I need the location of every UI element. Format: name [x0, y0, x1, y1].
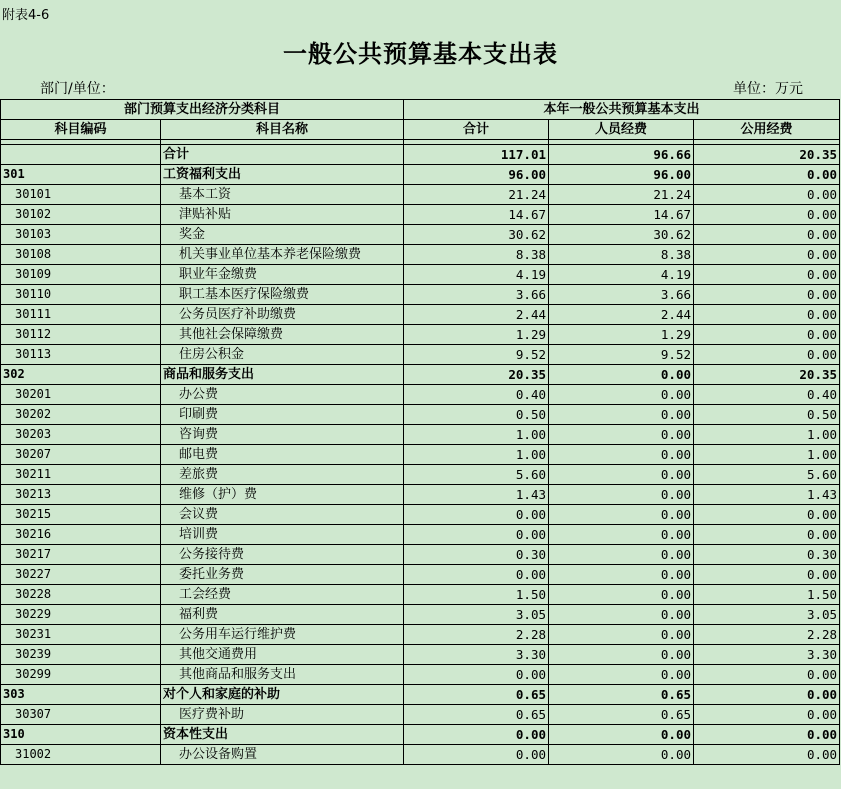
table-row: [1, 385, 840, 405]
cell-total: 0.00: [404, 505, 549, 525]
cell-name: 对个人和家庭的补助: [161, 685, 404, 705]
cell-personnel: 0.00: [549, 385, 694, 405]
department-label: 部门/单位：: [40, 81, 115, 97]
cell-name: 医疗费补助: [161, 705, 404, 725]
cell-total: 0.00: [404, 665, 549, 685]
table-row: [1, 585, 840, 605]
header-public: 公用经费: [694, 120, 840, 140]
cell-personnel: 0.00: [549, 545, 694, 565]
cell-total: 5.60: [404, 465, 549, 485]
cell-personnel: 0.00: [549, 725, 694, 745]
cell-code: 30211: [1, 465, 161, 485]
cell-code: 30203: [1, 425, 161, 445]
cell-public: 0.00: [694, 685, 840, 705]
table-row: [1, 565, 840, 585]
cell-code: 30207: [1, 445, 161, 465]
cell-total: 0.40: [404, 385, 549, 405]
cell-personnel: 0.00: [549, 445, 694, 465]
cell-personnel: 21.24: [549, 185, 694, 205]
table-row: [1, 545, 840, 565]
cell-code: 30101: [1, 185, 161, 205]
cell-public: 3.05: [694, 605, 840, 625]
table-row: [1, 445, 840, 465]
cell-name: 会议费: [161, 505, 404, 525]
cell-code: 30202: [1, 405, 161, 425]
table-row: [1, 505, 840, 525]
cell-public: 3.30: [694, 645, 840, 665]
cell-total: 20.35: [404, 365, 549, 385]
cell-total: 0.65: [404, 705, 549, 725]
cell-name: 资本性支出: [161, 725, 404, 745]
cell-total: 3.66: [404, 285, 549, 305]
cell-personnel: 0.00: [549, 425, 694, 445]
cell-name: 职工基本医疗保险缴费: [161, 285, 404, 305]
cell-name: 职业年金缴费: [161, 265, 404, 285]
cell-code: 303: [1, 685, 161, 705]
cell-name: 印刷费: [161, 405, 404, 425]
cell-public: 1.00: [694, 445, 840, 465]
cell-name: 合计: [161, 145, 404, 165]
cell-public: 0.00: [694, 325, 840, 345]
cell-total: 4.19: [404, 265, 549, 285]
cell-name: 邮电费: [161, 445, 404, 465]
cell-total: 1.29: [404, 325, 549, 345]
cell-code: 301: [1, 165, 161, 185]
cell-total: 1.43: [404, 485, 549, 505]
cell-code: 30239: [1, 645, 161, 665]
cell-code: 30112: [1, 325, 161, 345]
cell-total: 14.67: [404, 205, 549, 225]
cell-public: 2.28: [694, 625, 840, 645]
cell-total: 2.44: [404, 305, 549, 325]
cell-name: 福利费: [161, 605, 404, 625]
cell-total: 0.30: [404, 545, 549, 565]
cell-public: 0.00: [694, 205, 840, 225]
table-row: [1, 345, 840, 365]
page-title: 一般公共预算基本支出表: [283, 39, 558, 68]
header-code: 科目编码: [1, 120, 161, 140]
cell-total: 0.00: [404, 725, 549, 745]
cell-name: 咨询费: [161, 425, 404, 445]
cell-code: 30103: [1, 225, 161, 245]
header-personnel: 人员经费: [549, 120, 694, 140]
cell-public: 0.00: [694, 345, 840, 365]
cell-public: 20.35: [694, 365, 840, 385]
cell-total: 1.00: [404, 425, 549, 445]
cell-name: 委托业务费: [161, 565, 404, 585]
cell-code: [1, 145, 161, 165]
table-row: [1, 405, 840, 425]
cell-name: 其他社会保障缴费: [161, 325, 404, 345]
table-row: [1, 425, 840, 445]
table-row: [1, 305, 840, 325]
category-row: [1, 165, 840, 185]
cell-total: 30.62: [404, 225, 549, 245]
cell-personnel: 1.29: [549, 325, 694, 345]
cell-public: 1.50: [694, 585, 840, 605]
category-row: [1, 365, 840, 385]
cell-personnel: 0.00: [549, 465, 694, 485]
cell-personnel: 0.00: [549, 365, 694, 385]
total-row: [1, 145, 840, 165]
cell-name: 办公费: [161, 385, 404, 405]
budget-table: [0, 99, 840, 765]
table-row: [1, 745, 840, 765]
cell-code: 30227: [1, 565, 161, 585]
header-name: 科目名称: [161, 120, 404, 140]
cell-personnel: 0.00: [549, 565, 694, 585]
table-row: [1, 645, 840, 665]
cell-public: 1.00: [694, 425, 840, 445]
cell-public: 5.60: [694, 465, 840, 485]
cell-total: 21.24: [404, 185, 549, 205]
table-row: [1, 525, 840, 545]
unit-label: 单位：万元: [733, 81, 803, 97]
table-row: [1, 185, 840, 205]
cell-total: 0.65: [404, 685, 549, 705]
cell-public: 0.00: [694, 225, 840, 245]
cell-total: 3.30: [404, 645, 549, 665]
table-row: [1, 285, 840, 305]
cell-name: 住房公积金: [161, 345, 404, 365]
cell-code: 30111: [1, 305, 161, 325]
cell-public: 0.00: [694, 265, 840, 285]
cell-public: 0.00: [694, 725, 840, 745]
cell-public: 20.35: [694, 145, 840, 165]
header-economic-classification: 部门预算支出经济分类科目: [1, 100, 404, 120]
cell-public: 0.00: [694, 185, 840, 205]
cell-public: 1.43: [694, 485, 840, 505]
table-row: [1, 245, 840, 265]
table-row: [1, 625, 840, 645]
cell-personnel: 0.00: [549, 745, 694, 765]
cell-name: 津贴补贴: [161, 205, 404, 225]
cell-personnel: 14.67: [549, 205, 694, 225]
cell-code: 30113: [1, 345, 161, 365]
cell-total: 0.00: [404, 565, 549, 585]
cell-total: 0.00: [404, 525, 549, 545]
cell-personnel: 0.00: [549, 505, 694, 525]
cell-code: 310: [1, 725, 161, 745]
table-row: [1, 465, 840, 485]
cell-personnel: 0.00: [549, 625, 694, 645]
cell-code: 30109: [1, 265, 161, 285]
cell-code: 30217: [1, 545, 161, 565]
cell-public: 0.00: [694, 305, 840, 325]
cell-code: 30231: [1, 625, 161, 645]
cell-personnel: 9.52: [549, 345, 694, 365]
annex-label: 附表4-6: [2, 8, 50, 23]
header-total: 合计: [404, 120, 549, 140]
table-row: [1, 705, 840, 725]
cell-code: 31002: [1, 745, 161, 765]
cell-public: 0.40: [694, 385, 840, 405]
category-row: [1, 725, 840, 745]
cell-name: 其他交通费用: [161, 645, 404, 665]
cell-personnel: 0.65: [549, 705, 694, 725]
table-row: [1, 205, 840, 225]
cell-public: 0.30: [694, 545, 840, 565]
cell-personnel: 30.62: [549, 225, 694, 245]
cell-personnel: 8.38: [549, 245, 694, 265]
cell-code: 30102: [1, 205, 161, 225]
table-row: [1, 265, 840, 285]
cell-personnel: 0.00: [549, 585, 694, 605]
cell-code: 30201: [1, 385, 161, 405]
cell-name: 机关事业单位基本养老保险缴费: [161, 245, 404, 265]
cell-name: 商品和服务支出: [161, 365, 404, 385]
table-row: [1, 325, 840, 345]
cell-personnel: 0.00: [549, 485, 694, 505]
cell-total: 0.00: [404, 745, 549, 765]
cell-personnel: 3.66: [549, 285, 694, 305]
cell-total: 0.50: [404, 405, 549, 425]
cell-total: 96.00: [404, 165, 549, 185]
cell-public: 0.00: [694, 745, 840, 765]
category-row: [1, 685, 840, 705]
cell-code: 30215: [1, 505, 161, 525]
cell-public: 0.00: [694, 245, 840, 265]
cell-public: 0.00: [694, 165, 840, 185]
cell-code: 30216: [1, 525, 161, 545]
cell-total: 117.01: [404, 145, 549, 165]
cell-personnel: 0.00: [549, 405, 694, 425]
cell-personnel: 0.00: [549, 645, 694, 665]
cell-personnel: 0.00: [549, 605, 694, 625]
cell-name: 奖金: [161, 225, 404, 245]
cell-code: 30307: [1, 705, 161, 725]
cell-total: 3.05: [404, 605, 549, 625]
cell-name: 其他商品和服务支出: [161, 665, 404, 685]
cell-public: 0.00: [694, 665, 840, 685]
cell-personnel: 96.00: [549, 165, 694, 185]
cell-code: 30299: [1, 665, 161, 685]
header-group-row: [1, 100, 840, 120]
cell-name: 办公设备购置: [161, 745, 404, 765]
cell-name: 差旅费: [161, 465, 404, 485]
cell-name: 公务接待费: [161, 545, 404, 565]
cell-code: 30228: [1, 585, 161, 605]
cell-code: 302: [1, 365, 161, 385]
cell-total: 9.52: [404, 345, 549, 365]
cell-personnel: 0.00: [549, 665, 694, 685]
cell-personnel: 2.44: [549, 305, 694, 325]
cell-name: 工资福利支出: [161, 165, 404, 185]
table-row: [1, 605, 840, 625]
cell-name: 公务用车运行维护费: [161, 625, 404, 645]
cell-name: 工会经费: [161, 585, 404, 605]
cell-code: 30108: [1, 245, 161, 265]
cell-code: 30110: [1, 285, 161, 305]
cell-code: 30229: [1, 605, 161, 625]
cell-name: 公务员医疗补助缴费: [161, 305, 404, 325]
cell-personnel: 96.66: [549, 145, 694, 165]
cell-total: 2.28: [404, 625, 549, 645]
table-row: [1, 225, 840, 245]
cell-public: 0.00: [694, 285, 840, 305]
cell-personnel: 0.00: [549, 525, 694, 545]
cell-name: 维修（护）费: [161, 485, 404, 505]
cell-name: 培训费: [161, 525, 404, 545]
cell-code: 30213: [1, 485, 161, 505]
header-basic-expenditure: 本年一般公共预算基本支出: [404, 100, 840, 120]
table-row: [1, 485, 840, 505]
header-column-row: [1, 120, 840, 140]
cell-total: 1.50: [404, 585, 549, 605]
cell-public: 0.00: [694, 525, 840, 545]
cell-public: 0.00: [694, 505, 840, 525]
table-body: [1, 145, 840, 765]
cell-public: 0.50: [694, 405, 840, 425]
cell-total: 1.00: [404, 445, 549, 465]
cell-public: 0.00: [694, 565, 840, 585]
cell-public: 0.00: [694, 705, 840, 725]
cell-name: 基本工资: [161, 185, 404, 205]
cell-personnel: 0.65: [549, 685, 694, 705]
cell-total: 8.38: [404, 245, 549, 265]
cell-personnel: 4.19: [549, 265, 694, 285]
table-row: [1, 665, 840, 685]
